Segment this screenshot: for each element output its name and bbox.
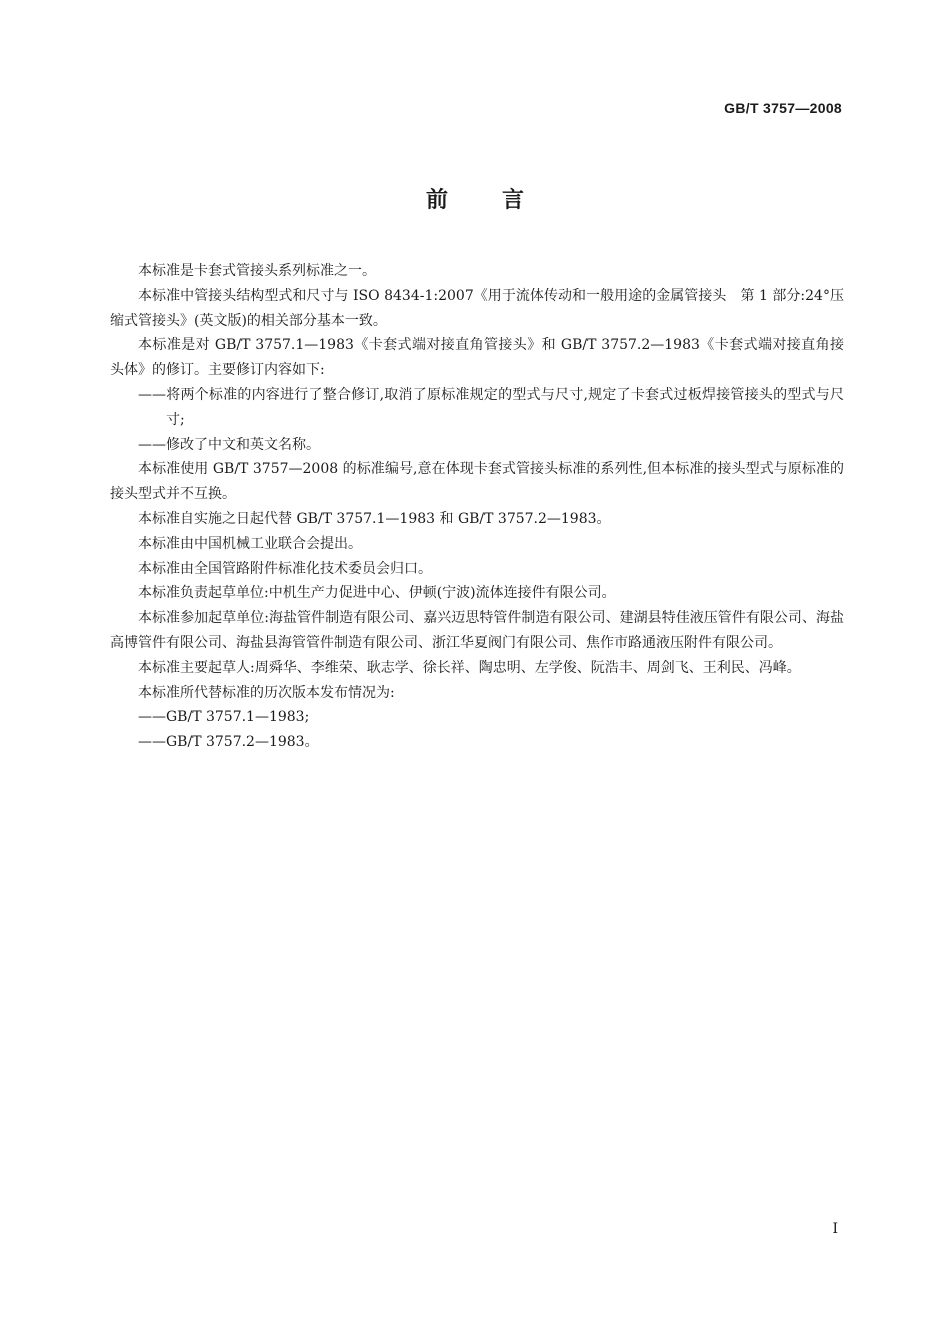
paragraph: 本标准所代替标准的历次版本发布情况为: [138, 684, 395, 701]
paragraph: 本标准中管接头结构型式和尺寸与 ISO 8434-1:2007《用于流体传动和一般用途的金属管接头 第 1 部分:24°压缩式管接头》(英文版)的相关部分基本一致。 [110, 287, 844, 329]
history-item: ——GB/T 3757.2—1983。 [138, 734, 319, 751]
revision-item: ——将两个标准的内容进行了整合修订,取消了原标准规定的型式与尺寸,规定了卡套式过板焊接管接头的型式与尺寸; [138, 386, 844, 428]
paragraph: 本标准是卡套式管接头系列标准之一。 [138, 263, 376, 279]
standard-code: GB/T 3757—2008 [724, 100, 842, 116]
foreword-body [110, 259, 844, 755]
paragraph: 本标准由全国管路附件标准化技术委员会归口。 [138, 560, 432, 577]
page-number: I [832, 1221, 838, 1237]
paragraph: 本标准负责起草单位:中机生产力促进中心、伊顿(宁波)流体连接件有限公司。 [138, 585, 616, 602]
paragraph: 本标准主要起草人:周舜华、李维荣、耿志学、徐长祥、陶忠明、左学俊、阮浩丰、周剑飞、王利民、冯峰。 [138, 659, 801, 676]
paragraph: 本标准是对 GB/T 3757.1—1983《卡套式端对接直角管接头》和 GB/T 3757.2—1983《卡套式端对接直角接头体》的修订。主要修订内容如下: [110, 337, 844, 379]
history-item: ——GB/T 3757.1—1983; [138, 709, 310, 726]
paragraph: 本标准自实施之日起代替 GB/T 3757.1—1983 和 GB/T 3757.2—1983。 [138, 510, 611, 527]
page-title: 前言 [425, 188, 578, 213]
paragraph: 本标准由中国机械工业联合会提出。 [138, 535, 362, 552]
paragraph: 本标准使用 GB/T 3757—2008 的标准编号,意在体现卡套式管接头标准的系列性,但本标准的接头型式与原标准的接头型式并不互换。 [110, 461, 844, 503]
revision-item: ——修改了中文和英文名称。 [138, 436, 320, 453]
paragraph: 本标准参加起草单位:海盐管件制造有限公司、嘉兴迈思特管件制造有限公司、建湖县特佳液压管件有限公司、海盐高博管件有限公司、海盐县海管管件制造有限公司、浙江华夏阀门有限公司、焦作市路通液压附件有限公司。 [110, 610, 844, 651]
